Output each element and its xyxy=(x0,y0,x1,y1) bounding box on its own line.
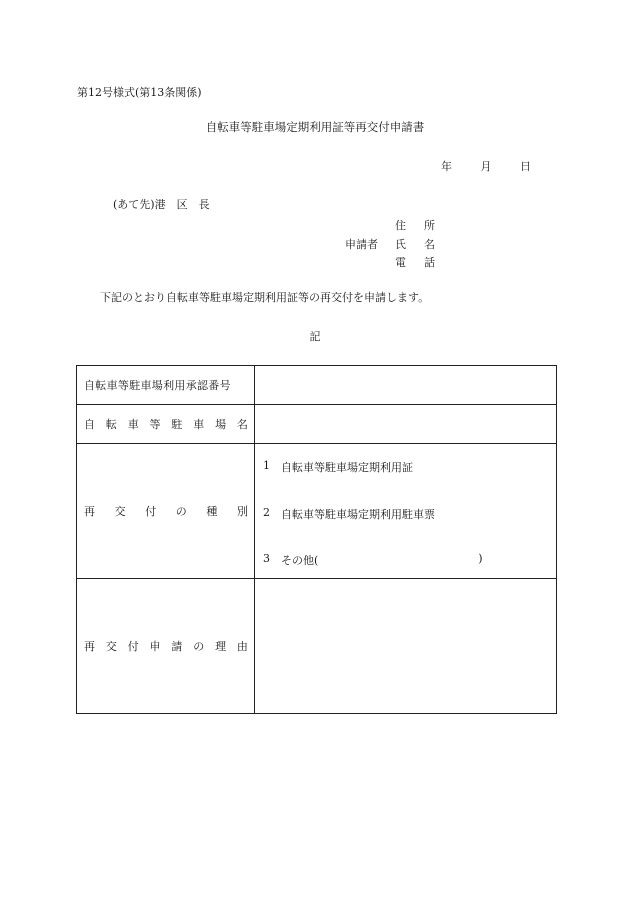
form-number: 第12号様式(第13条関係) xyxy=(77,86,202,99)
reissue-reason-label: 再 交 付 申 請 の 理 由 xyxy=(77,579,255,714)
applicant-phone-line xyxy=(345,254,435,273)
date-month-label: 月 xyxy=(480,160,492,173)
intro-text: 下記のとおり自転車等駐車場定期利用証等の再交付を申請します。 xyxy=(100,291,430,304)
document-title: 自転車等駐車場定期利用証等再交付申請書 xyxy=(205,120,425,134)
approval-number-field[interactable] xyxy=(255,366,557,405)
table-row-parking-name xyxy=(77,405,557,444)
date-row xyxy=(441,161,531,172)
date-day-label: 日 xyxy=(520,160,531,173)
applicant-label: 申請者 xyxy=(345,237,378,251)
date-year-label: 年 xyxy=(441,160,452,173)
applicant-phone-label: 電 話 xyxy=(395,256,435,269)
applicant-name-line xyxy=(345,236,435,255)
applicant-block xyxy=(345,217,435,273)
approval-number-label: 自転車等駐車場利用承認番号 xyxy=(77,366,255,405)
applicant-name-label: 氏 名 xyxy=(395,237,435,251)
reissue-option-2[interactable]: 2 自転車等駐車場定期利用駐車票 xyxy=(263,506,435,521)
reissue-type-options xyxy=(255,444,557,579)
reissue-reason-field[interactable] xyxy=(255,579,557,714)
application-table xyxy=(76,365,557,714)
table-row-reissue-reason xyxy=(77,579,557,714)
ki-heading: 記 xyxy=(309,330,321,343)
applicant-address-line xyxy=(345,217,435,236)
table-row-reissue-type xyxy=(77,444,557,579)
reissue-option-3[interactable]: 3 その他( ) xyxy=(263,552,483,567)
parking-name-field[interactable] xyxy=(255,405,557,444)
reissue-type-label: 再 交 付 の 種 別 xyxy=(77,444,255,579)
reissue-option-1[interactable]: 1 自転車等駐車場定期利用証 xyxy=(263,459,413,474)
addressee: (あて先)港 区 長 xyxy=(113,198,210,211)
applicant-address-label: 住 所 xyxy=(395,219,435,232)
table-row-approval-number xyxy=(77,366,557,405)
parking-name-label: 自 転 車 等 駐 車 場 名 xyxy=(77,405,255,444)
